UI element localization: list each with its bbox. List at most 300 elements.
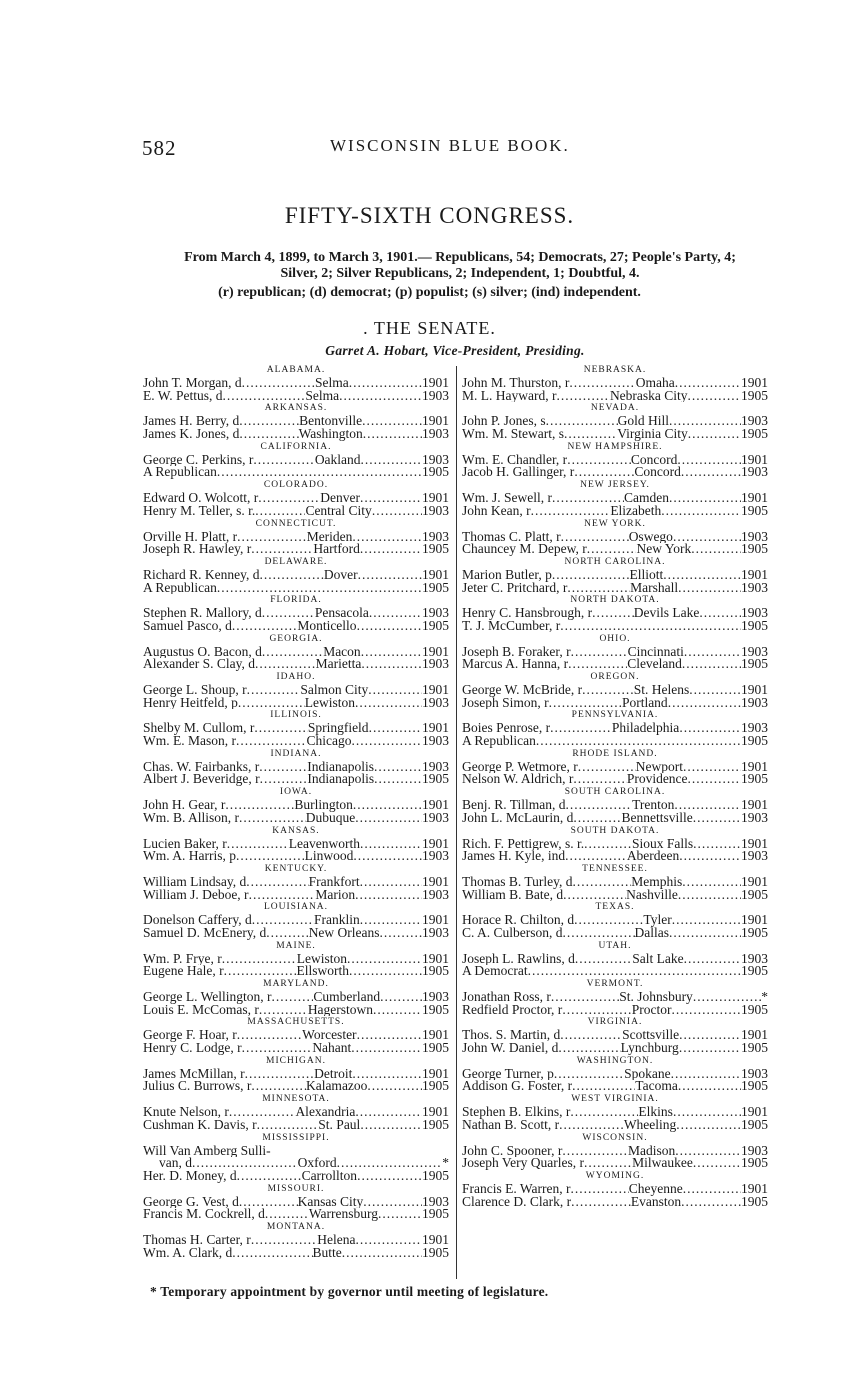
senator-name: Edward O. Wolcott, r [143,492,259,505]
senator-row [143,735,449,748]
senator-residence: Denver [320,492,360,505]
term-expires: 1903 [741,811,768,825]
senator-row [462,620,768,633]
senator-row [462,965,768,978]
senator-residence: Warrensburg [308,1208,378,1221]
dot-leader [571,646,628,659]
dot-leader [369,722,422,735]
dot-leader [672,1004,741,1017]
dot-leader [374,773,422,786]
senator-row [462,1145,768,1158]
term-expires: 1903 [422,453,449,467]
term-expires: 1901 [422,1106,449,1119]
term-expires: 1903 [422,530,449,544]
term-expires: 1901 [422,492,449,505]
dot-leader [661,505,741,518]
dot-leader [546,415,618,428]
dot-leader [587,543,637,556]
term-expires: 1905 [741,1003,768,1017]
senator-residence: Oakland [314,453,361,467]
senator-residence: Tacoma [635,1080,678,1094]
senator-name: Clarence D. Clark, r [462,1195,572,1209]
senator-row [462,1119,768,1132]
dot-leader [691,543,741,556]
senator-row [143,812,449,825]
senator-name: Addison G. Foster, r [462,1080,573,1094]
dot-leader [699,607,741,620]
term-expires: 1901 [422,914,449,927]
dot-leader [563,889,626,902]
senator-row [462,1042,768,1055]
dot-leader [531,505,611,518]
senator-name: Rich. F. Pettigrew, s. r. [462,837,585,851]
senate-list-right-column [462,364,768,1208]
term-expires: 1905 [741,504,768,518]
senator-residence: Marshall [630,581,679,595]
state-heading: NEVADA. [590,403,640,414]
state-heading: MISSOURI. [267,1183,325,1194]
term-expires: 1903 [422,658,449,671]
state-heading: TEXAS. [595,902,635,913]
dot-leader [571,1183,629,1196]
state-heading: MASSACHUSETTS. [247,1017,345,1028]
senator-row [462,505,768,518]
senator-name: Henry M. Teller, s. r. [143,504,256,518]
term-expires: 1905 [741,1080,768,1094]
senator-name: Wm. M. Stewart, s [462,428,564,441]
senator-name: Thomas H. Carter, r [143,1233,251,1247]
senator-residence: Wheeling [623,1118,677,1132]
dot-leader [236,850,305,863]
senator-residence: Selma [314,377,349,390]
senator-name: Nelson W. Aldrich, r [462,773,574,787]
dot-leader [573,876,632,889]
dot-leader [552,492,624,505]
term-expires: 1905 [741,1042,768,1055]
senator-residence: Hartford [313,543,360,556]
senator-name: Henry Heitfeld, p [143,696,238,710]
senator-residence: Lewiston [296,952,347,966]
state-heading: MONTANA. [266,1221,326,1232]
senator-name: M. L. Hayward, r [462,389,557,403]
dot-leader [380,927,422,940]
dot-leader [239,812,306,825]
senator-name: Louis E. McComas, r [143,1003,259,1017]
senator-name: Wm. B. Allison, r [143,811,240,825]
senator-row [462,953,768,966]
dot-leader [237,531,307,544]
senator-row [462,646,768,659]
dot-leader [684,953,741,966]
term-expires: 1905 [741,428,768,441]
senator-row [143,1080,449,1093]
senator-row [143,889,449,902]
senator-row [143,505,449,518]
senator-row [462,1183,768,1196]
term-expires: 1905 [741,389,768,403]
senator-name: Samuel Pasco, d [143,619,232,633]
term-expires: 1901 [741,492,768,505]
senator-row [462,850,768,863]
dot-leader [251,1080,306,1093]
dot-leader [584,1157,632,1170]
term-expires: 1901 [422,568,449,582]
senator-name: William Lindsay, d [143,875,247,889]
dot-leader [678,889,741,902]
term-expires: 1901 [422,415,449,429]
senator-residence: Nebraska City [609,389,688,403]
senator-residence: Carrollton [301,1169,358,1183]
dot-leader [247,684,301,697]
senator-row [143,953,449,966]
senator-name: Knute Nelson, r [143,1106,229,1119]
senator-residence: Portland [621,696,668,710]
dot-leader [363,1196,422,1209]
dot-leader [574,914,643,927]
dot-leader [560,620,741,633]
state-heading: NEBRASKA. [583,365,647,375]
dot-leader [355,697,422,710]
senator-row [143,1004,449,1017]
dot-leader [575,953,632,966]
dot-leader [528,965,741,978]
dot-leader [237,1029,302,1042]
term-expires: 1905 [422,1118,449,1132]
term-expires: 1905 [741,1118,768,1132]
state-heading: LOUISIANA. [263,902,329,913]
senator-name: Thomas B. Turley, d [462,875,573,889]
senator-residence: Selma [305,389,340,403]
senator-residence: Frankfort [308,875,360,889]
dot-leader [242,1042,313,1055]
term-expires: 1901 [741,684,768,697]
senator-residence: Butte [312,1246,342,1260]
dot-leader [550,722,612,735]
senator-name: Henry C. Lodge, r [143,1042,242,1055]
dot-leader [259,761,307,774]
dot-leader [678,582,741,595]
senator-row [462,697,768,710]
senator-residence: Tyler [643,914,672,927]
senator-row [462,889,768,902]
term-expires: 1903 [741,722,768,736]
senator-residence: Pensacola [314,607,369,620]
state-heading: MISSISSIPPI. [262,1132,330,1143]
state-heading: MAINE. [276,940,316,951]
dot-leader [246,876,308,889]
senator-row [143,1029,449,1042]
state-heading: CONNECTICUT. [255,518,337,529]
term-expires: 1901 [741,837,768,851]
dot-leader [367,1080,422,1093]
senator-row [462,658,768,671]
senator-name: George Turner, p [462,1067,554,1081]
state-heading: VIRGINIA. [587,1017,643,1028]
senator-residence: Linwood [304,850,354,863]
senator-name: Joseph Very Quarles, r [462,1157,584,1170]
senator-row [143,1234,449,1247]
senator-name: John Kean, r [462,504,531,518]
senator-name: Her. D. Money, d [143,1169,237,1183]
senator-residence: Madison [628,1144,676,1158]
senator-residence: Nashville [626,888,678,902]
senator-name: A Republican [462,735,536,748]
senator-residence: Philadelphia [611,722,680,736]
dot-leader [693,1157,741,1170]
senator-residence: Dubuque [305,811,356,825]
dot-leader [355,889,422,902]
senator-name: Wm. A. Harris, p [143,850,236,863]
dot-leader [357,1029,422,1042]
senator-name: Wm. E. Mason, r [143,735,236,748]
state-heading: NEW JERSEY. [580,480,650,491]
term-expires: 1905 [422,1003,449,1017]
state-heading: OREGON. [590,672,640,682]
term-expires: 1903 [422,926,449,940]
term-expires: 1905 [741,926,768,940]
dot-leader [347,953,422,966]
senator-residence: Cincinnati [627,645,684,659]
intro-line-2: Silver, 2; Silver Republicans, 2; Independent, 1; Doubtful, 4. [280,266,640,281]
state-heading: UTAH. [598,940,632,951]
term-expires: 1905 [741,773,768,787]
state-heading: ILLINOIS. [270,710,322,721]
term-expires: 1905 [741,658,768,671]
term-expires: 1903 [741,1067,768,1081]
intro-text [130,250,790,282]
dot-leader [232,1247,312,1260]
senator-row [143,1042,449,1055]
dot-leader [673,1106,741,1119]
senator-name: Joseph R. Hawley, r [143,543,252,556]
senator-name: C. A. Culberson, d [462,926,563,940]
dot-leader [678,1080,741,1093]
term-expires: 1901 [422,952,449,966]
senator-residence: Evanston [630,1195,682,1209]
senator-name: Redfield Proctor, r [462,1003,563,1017]
senator-name: Samuel D. McEnery, d [143,926,267,940]
state-heading: SOUTH DAKOTA. [570,825,660,836]
dot-leader [569,377,635,390]
senator-residence: Hagerstown [307,1003,374,1017]
term-expires: 1903 [741,696,768,710]
senator-row [143,722,449,735]
term-expires: 1901 [741,1182,768,1196]
senator-residence: Cleveland [627,658,682,671]
term-expires: 1903 [422,1195,449,1209]
senator-row [143,773,449,786]
dot-leader [682,876,741,889]
senator-name: James H. Berry, d [143,415,240,429]
senator-row [143,1068,449,1081]
senator-name: T. J. McCumber, r [462,619,561,633]
senator-residence: Bentonville [299,415,363,429]
senator-residence: Marion [315,888,356,902]
dot-leader [378,1208,422,1221]
term-expires: 1903 [422,735,449,748]
term-expires: 1901 [422,722,449,736]
term-expires: 1901 [422,875,449,889]
dot-leader [552,569,630,582]
senator-residence: Gold Hill [617,415,670,429]
dot-leader [255,505,305,518]
senator-name: Cushman K. Davis, r [143,1118,257,1132]
state-heading: NORTH DAKOTA. [570,595,660,606]
dot-leader [682,658,741,671]
dot-leader [564,428,617,441]
senator-residence: Virginia City [617,428,688,441]
senator-row [143,876,449,889]
term-expires: 1905 [422,1246,449,1260]
state-heading: NEW HAMPSHIRE. [567,441,663,452]
senator-name: Jacob H. Gallinger, r [462,466,575,480]
senator-residence: Concord [634,466,681,480]
senator-name: Francis E. Warren, r [462,1182,571,1196]
senator-name: A Democrat [462,965,528,978]
term-expires: 1901 [741,875,768,889]
term-expires: 1905 [741,735,768,748]
dot-leader [352,531,422,544]
senator-name: Benj. R. Tillman, d [462,799,566,812]
term-expires: 1905 [422,773,449,787]
senator-row [143,377,449,390]
term-expires: 1905 [422,466,449,480]
senator-row [462,1196,768,1209]
dot-leader [257,1119,319,1132]
senator-residence: Concord [630,453,678,467]
senator-residence: Macon [323,645,361,659]
senator-residence: Marietta [315,658,362,671]
senator-residence: Devils Lake [633,607,700,620]
senator-residence: Camden [624,492,669,505]
dot-leader [673,531,741,544]
dot-leader [232,620,297,633]
dot-leader [693,991,761,1004]
dot-leader [563,927,635,940]
term-expires: 1905 [422,1080,449,1094]
senator-residence: Newport [635,760,683,774]
dot-leader [558,1042,620,1055]
dot-leader [669,927,741,940]
senator-name: Chauncey M. Depew, r [462,543,587,556]
page-title: FIFTY-SIXTH CONGRESS. [284,203,575,228]
senator-row [462,838,768,851]
senator-row [143,799,449,812]
dot-leader [679,1029,741,1042]
senator-row [143,965,449,978]
senator-row [462,569,768,582]
senator-residence: Cheyenne [628,1182,683,1196]
term-expires: 1901 [741,914,768,927]
dot-leader [689,684,741,697]
dot-leader [536,735,741,748]
senator-row [143,582,449,595]
dot-leader [258,492,320,505]
senator-name: John T. Morgan, d [143,377,242,390]
term-expires: 1905 [741,965,768,978]
senator-row [143,428,449,441]
senator-residence: Omaha [635,377,675,390]
senator-row [462,390,768,403]
term-expires: 1905 [422,1169,449,1183]
dot-leader [373,1004,422,1017]
senator-name: Orville H. Platt, r [143,530,238,544]
dot-leader [227,838,289,851]
senator-name: Eugene Hale, r [143,965,224,978]
dot-leader [255,658,316,671]
dot-leader [353,799,422,812]
dot-leader [574,466,634,479]
senator-row [143,390,449,403]
senator-residence: Meriden [306,530,353,544]
senator-residence: Scottsville [622,1029,680,1043]
term-expires: 1903 [422,504,449,518]
state-heading: IOWA. [279,787,313,798]
dot-leader [272,991,314,1004]
dot-leader [260,773,308,786]
senator-row [143,1157,449,1170]
dot-leader [360,543,422,556]
senator-row [462,914,768,927]
term-expires: 1903 [741,850,768,863]
senator-name: George G. Vest, d [143,1195,239,1209]
term-expires: 1903 [422,991,449,1004]
dot-leader [356,1234,422,1247]
dot-leader [668,697,741,710]
senator-name: John L. McLaurin, d [462,811,574,825]
senator-residence: Nahant [312,1042,352,1055]
dot-leader [222,953,297,966]
senator-name: George L. Wellington, r [143,991,272,1004]
term-expires: 1901 [422,684,449,697]
senator-residence: Proctor [631,1003,672,1017]
term-expires: 1905 [422,543,449,556]
senator-name: Henry C. Hansbrough, r [462,607,593,620]
senator-residence: St. Johnsbury [619,991,693,1004]
dot-leader [242,377,315,390]
senator-residence: Salmon City [300,684,369,697]
senator-name: Thos. S. Martin, d [462,1029,561,1043]
senator-row [462,428,768,441]
senator-name: Julius C. Burrows, r [143,1080,252,1094]
senator-name: George W. McBride, r [462,684,583,697]
term-expires: 1901 [422,645,449,659]
state-heading: SOUTH CAROLINA. [564,787,666,798]
dot-leader [556,390,609,403]
dot-leader [679,1042,741,1055]
dot-leader [671,1068,741,1081]
senator-residence: Springfield [307,722,369,736]
senator-residence: Providence [626,773,688,787]
senator-residence: Lewiston [304,696,356,710]
dot-leader [681,1196,741,1209]
senator-name: Stephen R. Mallory, d [143,607,262,620]
senator-name: Shelby M. Cullom, r [143,722,255,736]
senator-residence: Burlington [294,799,353,812]
dot-leader [254,722,307,735]
dot-leader [361,658,422,671]
dot-leader [360,1119,422,1132]
state-heading: MINNESOTA. [262,1094,330,1105]
dot-leader [239,1196,298,1209]
senator-name: Augustus O. Bacon, d [143,645,262,659]
senator-name: Albert J. Beveridge, r [143,773,260,787]
dot-leader [342,1247,422,1260]
term-expires: 1903 [741,1144,768,1158]
state-heading: TENNESSEE. [582,863,648,874]
senator-row [143,761,449,774]
state-heading: OHIO. [599,633,631,644]
